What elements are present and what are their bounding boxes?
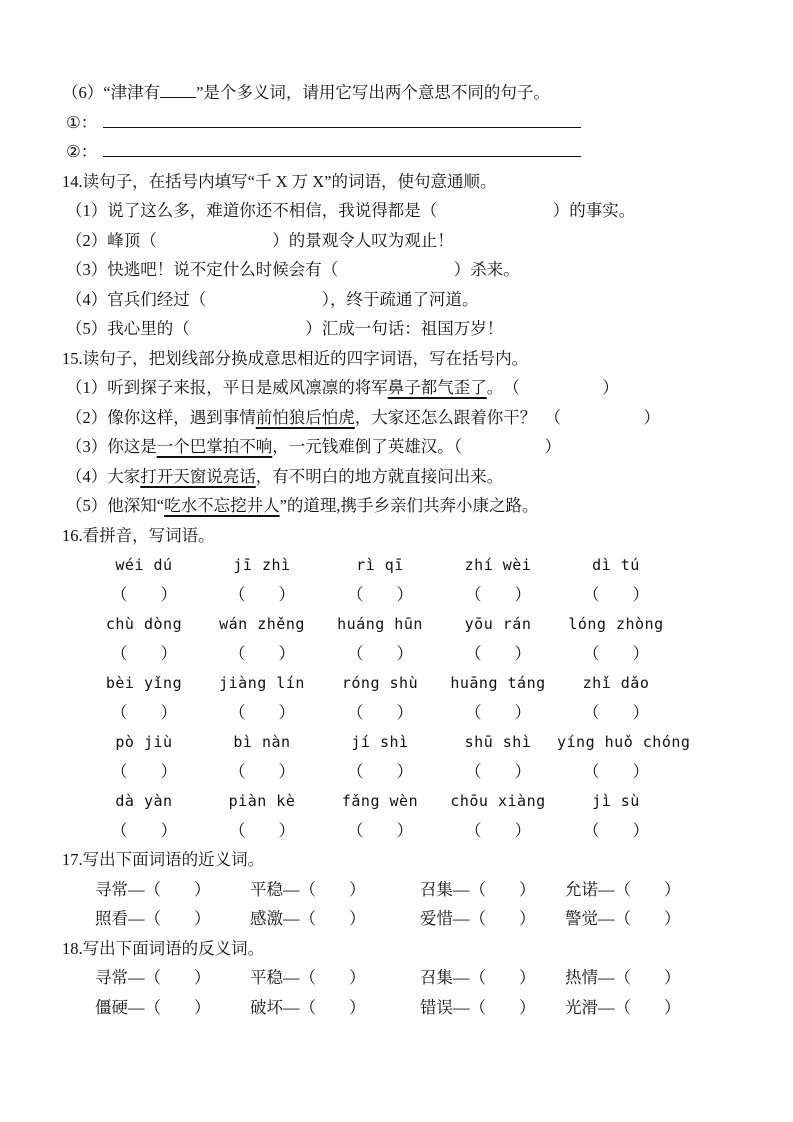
question-17-title: 17.写出下面词语的近义词。	[62, 850, 265, 869]
q15-item-3	[62, 432, 753, 462]
q15-item-1-underlined: 鼻子都气歪了	[387, 378, 487, 397]
q15-item-5	[62, 491, 753, 521]
q6-answer-1-blank	[103, 109, 581, 127]
q14-item-1: （1）说了这么多，难道你还不相信，我说得都是（ ）的事实。	[66, 201, 636, 220]
pinyin-word: dì tú	[592, 556, 640, 574]
pinyin-row-5	[85, 786, 753, 816]
q15-item-2-post: ，大家还怎么跟着你干？ （ ）	[354, 407, 660, 427]
q15-item-1-pre: （1）听到探子来报，平日是威风凛凛的将军	[66, 378, 388, 397]
answer-paren-blank: （ ）	[347, 820, 413, 840]
q15-item-3-underlined: 一个巴掌拍不响	[156, 437, 273, 456]
q14-item-5: （5）我心里的（ ）汇成一句话：祖国万岁！	[66, 319, 504, 338]
q15-item-4-underlined: 打开天窗说亮话	[140, 466, 256, 486]
q15-item-3-post: ，一元钱难倒了英雄汉。（ ）	[272, 437, 561, 456]
synonym-item: 照看—（ ）	[95, 909, 211, 928]
answer-paren-blank: （ ）	[229, 702, 295, 722]
paren-row-5	[85, 816, 753, 846]
answer-paren-blank: （ ）	[347, 702, 413, 722]
synonym-item: 召集—（ ）	[420, 879, 536, 899]
pinyin-word: piàn kè	[228, 792, 296, 810]
pinyin-word: zhí wèi	[464, 556, 532, 574]
antonym-item: 破坏—（ ）	[250, 997, 366, 1017]
pinyin-word: jì sù	[592, 792, 640, 810]
pinyin-word: huāng táng	[450, 674, 546, 692]
pinyin-row-4	[85, 727, 753, 757]
question-6-title	[62, 78, 753, 108]
pinyin-word: wéi dú	[115, 556, 173, 574]
answer-paren-blank: （ ）	[583, 584, 649, 604]
synonym-item: 平稳—（ ）	[250, 879, 366, 899]
pinyin-word: bèi yǐng	[105, 674, 183, 692]
pinyin-word: shū shì	[464, 733, 532, 751]
pinyin-word: yíng huǒ chóng	[557, 733, 691, 751]
synonym-item: 爱惜—（ ）	[420, 909, 536, 928]
answer-paren-blank: （ ）	[111, 643, 177, 663]
pinyin-row-3	[85, 668, 753, 698]
answer-paren-blank: （ ）	[583, 820, 649, 840]
pinyin-word: jī zhì	[233, 556, 291, 574]
pinyin-word: huáng hūn	[337, 615, 423, 633]
question-14-title: 14.读句子，在括号内填写“千 X 万 X”的词语，使句意通顺。	[62, 171, 497, 191]
synonym-item: 警觉—（ ）	[565, 909, 681, 928]
paren-row-4	[85, 757, 753, 787]
q6-answer-2-label: ②：	[66, 142, 98, 161]
answer-paren-blank: （ ）	[465, 702, 531, 722]
paren-row-2	[85, 639, 753, 669]
q6-answer-line-2	[62, 137, 753, 167]
q6-fill-blank	[160, 79, 196, 98]
q14-item-2: （2）峰顶（ ）的景观令人叹为观止！	[66, 230, 454, 250]
answer-paren-blank: （ ）	[583, 643, 649, 663]
q15-item-3-pre: （3）你这是	[66, 437, 157, 456]
q15-item-4-post: ，有不明白的地方就直接问出来。	[255, 466, 504, 486]
answer-paren-blank: （ ）	[583, 761, 649, 781]
antonym-item: 寻常—（ ）	[95, 968, 211, 987]
antonym-item: 错误—（ ）	[420, 997, 536, 1017]
answer-paren-blank: （ ）	[111, 820, 177, 840]
answer-paren-blank: （ ）	[229, 643, 295, 663]
q15-item-2-underlined: 前怕狼后怕虎	[255, 407, 355, 427]
q15-item-2-pre: （2）像你这样，遇到事情	[66, 407, 256, 427]
q15-item-1-post: 。 （ ）	[486, 378, 619, 397]
pinyin-word: yōu rán	[464, 615, 532, 633]
pinyin-word: jiàng lín	[219, 674, 305, 692]
q15-item-5-pre: （5）他深知“	[66, 496, 165, 515]
synonym-item: 寻常—（ ）	[95, 879, 211, 899]
q14-item-3: （3）快逃吧！说不定什么时候会有（ ）杀来。	[66, 260, 520, 279]
q6-answer-1-label: ①：	[66, 112, 98, 132]
pinyin-row-2	[85, 609, 753, 639]
pinyin-word: chōu xiàng	[450, 792, 546, 810]
answer-paren-blank: （ ）	[229, 761, 295, 781]
answer-paren-blank: （ ）	[111, 761, 177, 781]
pinyin-word: lóng zhòng	[568, 615, 664, 633]
pinyin-word: jí shì	[351, 733, 409, 751]
answer-paren-blank: （ ）	[347, 584, 413, 604]
q17-row-2	[95, 904, 753, 934]
answer-paren-blank: （ ）	[229, 584, 295, 604]
antonym-item: 热情—（ ）	[565, 968, 681, 987]
pinyin-word: bì nàn	[233, 733, 291, 751]
pinyin-row-1	[85, 550, 753, 580]
pinyin-word: chù dòng	[105, 615, 183, 633]
answer-paren-blank: （ ）	[465, 761, 531, 781]
q15-item-5-underlined: 吃水不忘挖井人	[164, 496, 280, 515]
answer-paren-blank: （ ）	[111, 702, 177, 722]
question-18-title: 18.写出下面词语的反义词。	[62, 938, 265, 958]
paren-row-3	[85, 698, 753, 728]
antonym-item: 召集—（ ）	[420, 968, 536, 987]
q18-row-2	[95, 993, 753, 1023]
q6-text-post: ”是个多义词，请用它写出两个意思不同的句子。	[196, 83, 550, 102]
pinyin-word: pò jiù	[115, 733, 173, 751]
pinyin-word: dà yàn	[115, 792, 173, 810]
q6-answer-line-1	[62, 108, 753, 138]
answer-paren-blank: （ ）	[465, 584, 531, 604]
q15-item-4	[62, 462, 753, 492]
q14-item-4: （4）官兵们经过（ ），终于疏通了河道。	[66, 289, 479, 309]
pinyin-word: róng shù	[341, 674, 419, 692]
question-16-title: 16.看拼音，写词语。	[62, 525, 215, 545]
answer-paren-blank: （ ）	[111, 584, 177, 604]
answer-paren-blank: （ ）	[583, 702, 649, 722]
question-15-title: 15.读句子，把划线部分换成意思相近的四字词语，写在括号内。	[62, 348, 529, 368]
q6-text-pre: （6）“津津有	[62, 83, 161, 102]
answer-paren-blank: （ ）	[347, 761, 413, 781]
q15-item-4-pre: （4）大家	[66, 466, 141, 486]
answer-paren-blank: （ ）	[229, 820, 295, 840]
pinyin-word: fǎng wèn	[341, 792, 419, 810]
q15-item-5-post: ”的道理,携手乡亲们共奔小康之路。	[279, 496, 539, 515]
antonym-item: 光滑—（ ）	[565, 997, 681, 1017]
q17-row-1	[95, 875, 753, 905]
q15-item-1	[62, 373, 753, 403]
q15-item-2	[62, 403, 753, 433]
synonym-item: 允诺—（ ）	[565, 879, 681, 899]
answer-paren-blank: （ ）	[465, 643, 531, 663]
synonym-item: 感激—（ ）	[250, 909, 366, 928]
pinyin-word: zhǐ dǎo	[582, 674, 650, 692]
antonym-item: 僵硬—（ ）	[95, 997, 211, 1017]
pinyin-word: rì qī	[356, 556, 404, 574]
answer-paren-blank: （ ）	[347, 643, 413, 663]
pinyin-word: wán zhěng	[219, 615, 305, 633]
paren-row-1	[85, 580, 753, 610]
q6-answer-2-blank	[103, 139, 581, 157]
answer-paren-blank: （ ）	[465, 820, 531, 840]
antonym-item: 平稳—（ ）	[250, 968, 366, 987]
q18-row-1	[95, 963, 753, 993]
